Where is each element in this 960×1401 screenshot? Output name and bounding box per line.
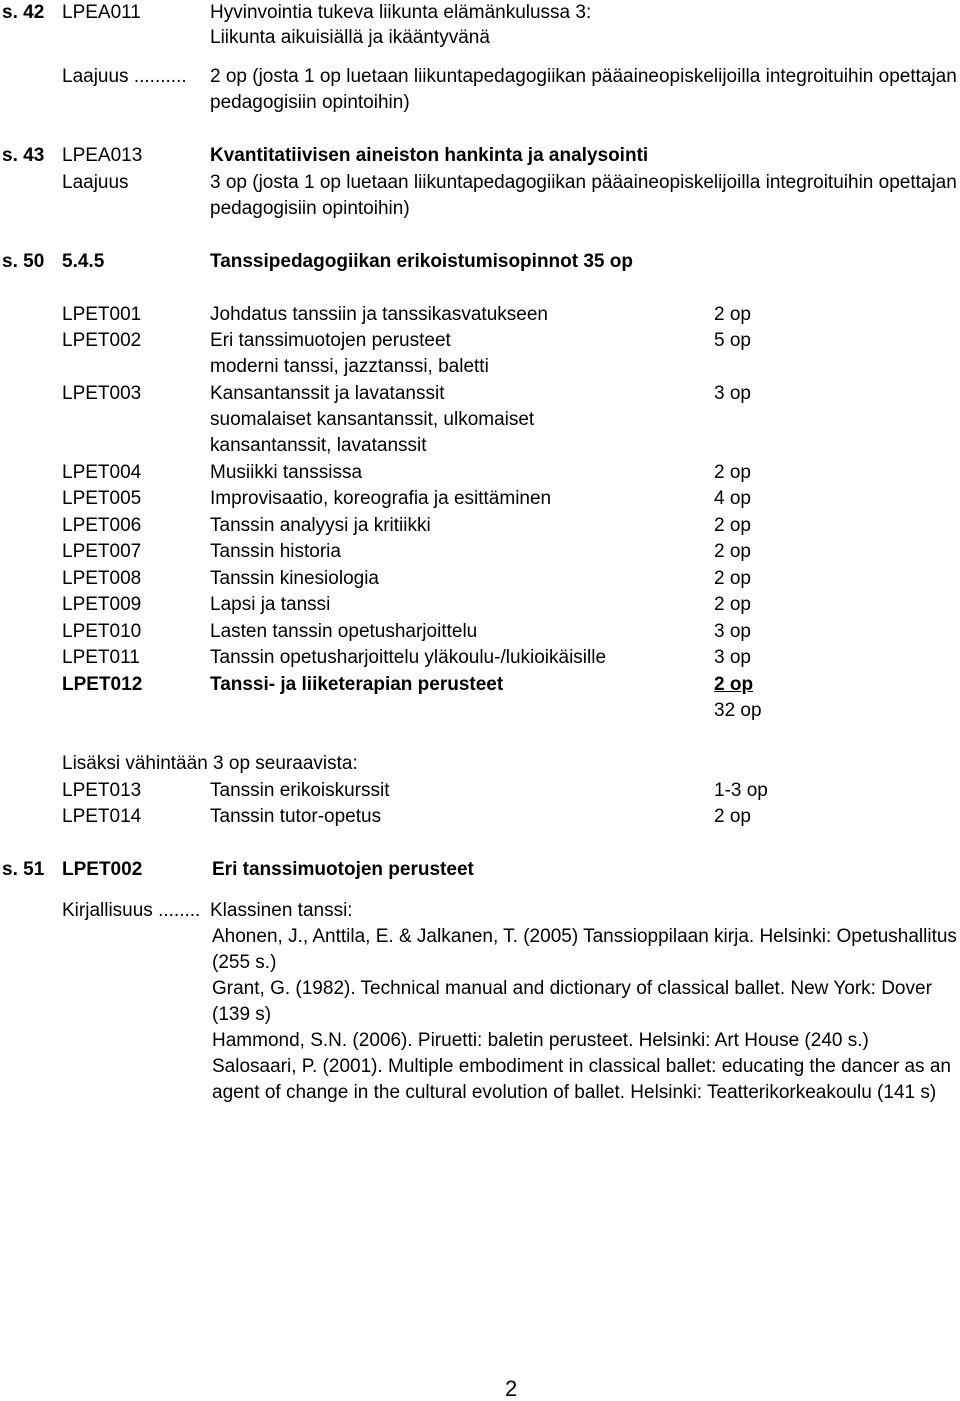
- literature-reference: agent of change in the cultural evolution of ballet. Helsinki: Teatterikorkeakoulu (141 s): [212, 1082, 937, 1103]
- course-title-eri-tanssimuotojen: Eri tanssimuotojen perusteet: [212, 859, 474, 880]
- course-code: LPET009: [62, 594, 142, 615]
- course-name: Eri tanssimuotojen perusteet: [210, 330, 451, 351]
- course-code: LPET014: [62, 806, 142, 827]
- course-credits: 2 op: [714, 541, 751, 562]
- course-name: Musiikki tanssissa: [210, 462, 363, 483]
- literature-reference: Salosaari, P. (2001). Multiple embodiment in classical ballet: educating the dancer as an: [212, 1056, 951, 1077]
- course-credits: 1-3 op: [714, 780, 768, 801]
- literature-reference: Grant, G. (1982). Technical manual and dictionary of classical ballet. New York: Dover: [212, 978, 932, 999]
- page-ref-s42: s. 42: [2, 2, 45, 23]
- course-credits: 2 op: [714, 594, 751, 615]
- course-name-highlighted: Tanssi- ja liiketerapian perusteet: [210, 674, 504, 695]
- course-name: Lapsi ja tanssi: [210, 594, 331, 615]
- scope-text-line1: 2 op (josta 1 op luetaan liikuntapedagogiikan pääaineopiskelijoilla integroituihin opettajan: [210, 66, 957, 87]
- course-credits: 5 op: [714, 330, 751, 351]
- course-name: Tanssin kinesiologia: [210, 568, 379, 589]
- section-title: Tanssipedagogiikan erikoistumisopinnot 35 op: [210, 251, 633, 272]
- course-credits: 2 op: [714, 568, 751, 589]
- course-code: LPET008: [62, 568, 142, 589]
- page-ref-s50: s. 50: [2, 251, 45, 272]
- literature-reference: Hammond, S.N. (2006). Piruetti: baletin perusteet. Helsinki: Art House (240 s.): [212, 1030, 869, 1051]
- scope-label: Laajuus ..........: [62, 66, 187, 87]
- course-name: Tanssin opetusharjoittelu yläkoulu-/lukioikäisille: [210, 647, 607, 668]
- course-credits: 2 op: [714, 806, 751, 827]
- course-code: LPET005: [62, 488, 142, 509]
- literature-reference: (139 s): [212, 1004, 272, 1025]
- course-credits: 2 op: [714, 462, 751, 483]
- course-note: suomalaiset kansantanssit, ulkomaiset: [210, 409, 535, 430]
- course-code: LPET011: [62, 647, 140, 668]
- course-title-kvantitatiivinen: Kvantitatiivisen aineiston hankinta ja analysointi: [210, 145, 649, 166]
- course-code-lpet002: LPET002: [62, 859, 143, 880]
- course-code: LPET003: [62, 383, 142, 404]
- course-name: Improvisaatio, koreografia ja esittäminen: [210, 488, 552, 509]
- scope-text-line1: 3 op (josta 1 op luetaan liikuntapedagogiikan pääaineopiskelijoilla integroituihin opettajan: [210, 172, 957, 193]
- course-name: Tanssin analyysi ja kritiikki: [210, 515, 431, 536]
- page-ref-s43: s. 43: [2, 145, 45, 166]
- course-name: Tanssin tutor-opetus: [210, 806, 382, 827]
- course-code-highlighted: LPET012: [62, 674, 143, 695]
- course-title-line2: Liikunta aikuisiällä ja ikääntyvänä: [210, 27, 490, 48]
- course-code-lpea013: LPEA013: [62, 145, 143, 166]
- page-number: 2: [505, 1376, 518, 1401]
- course-code: LPET010: [62, 621, 142, 642]
- course-code: LPET013: [62, 780, 142, 801]
- credits-total: 32 op: [714, 700, 762, 721]
- course-code: LPET001: [62, 304, 142, 325]
- course-title-line1: Hyvinvointia tukeva liikunta elämänkulussa 3:: [210, 2, 592, 23]
- scope-label: Laajuus: [62, 172, 129, 193]
- course-name: Lasten tanssin opetusharjoittelu: [210, 621, 478, 642]
- literature-label: Kirjallisuus ........: [62, 900, 201, 921]
- course-name: Johdatus tanssiin ja tanssikasvatukseen: [210, 304, 548, 325]
- course-credits: 2 op: [714, 304, 751, 325]
- additional-heading: Lisäksi vähintään 3 op seuraavista:: [62, 753, 358, 774]
- course-credits: 4 op: [714, 488, 751, 509]
- scope-text-line2: pedagogisiin opintoihin): [210, 92, 410, 113]
- course-name: Tanssin erikoiskurssit: [210, 780, 390, 801]
- course-name: Kansantanssit ja lavatanssit: [210, 383, 445, 404]
- literature-reference: (255 s.): [212, 952, 277, 973]
- course-code: LPET006: [62, 515, 142, 536]
- course-note: moderni tanssi, jazztanssi, baletti: [210, 356, 489, 377]
- course-credits: 3 op: [714, 383, 751, 404]
- literature-reference: Ahonen, J., Anttila, E. & Jalkanen, T. (2005) Tanssioppilaan kirja. Helsinki: Opetushallitus: [212, 926, 957, 947]
- literature-topic: Klassinen tanssi:: [210, 900, 353, 921]
- course-code: LPET004: [62, 462, 142, 483]
- course-note: kansantanssit, lavatanssit: [210, 435, 427, 456]
- course-credits: 3 op: [714, 647, 751, 668]
- scope-text-line2: pedagogisiin opintoihin): [210, 198, 410, 219]
- course-name: Tanssin historia: [210, 541, 341, 562]
- course-code: LPET002: [62, 330, 142, 351]
- page-ref-s51: s. 51: [2, 859, 45, 880]
- course-credits: 2 op: [714, 515, 751, 536]
- course-credits: 3 op: [714, 621, 751, 642]
- course-code-lpea011: LPEA011: [62, 2, 141, 23]
- section-number: 5.4.5: [62, 251, 105, 272]
- course-code: LPET007: [62, 541, 142, 562]
- course-credits-highlighted: 2 op: [714, 674, 754, 695]
